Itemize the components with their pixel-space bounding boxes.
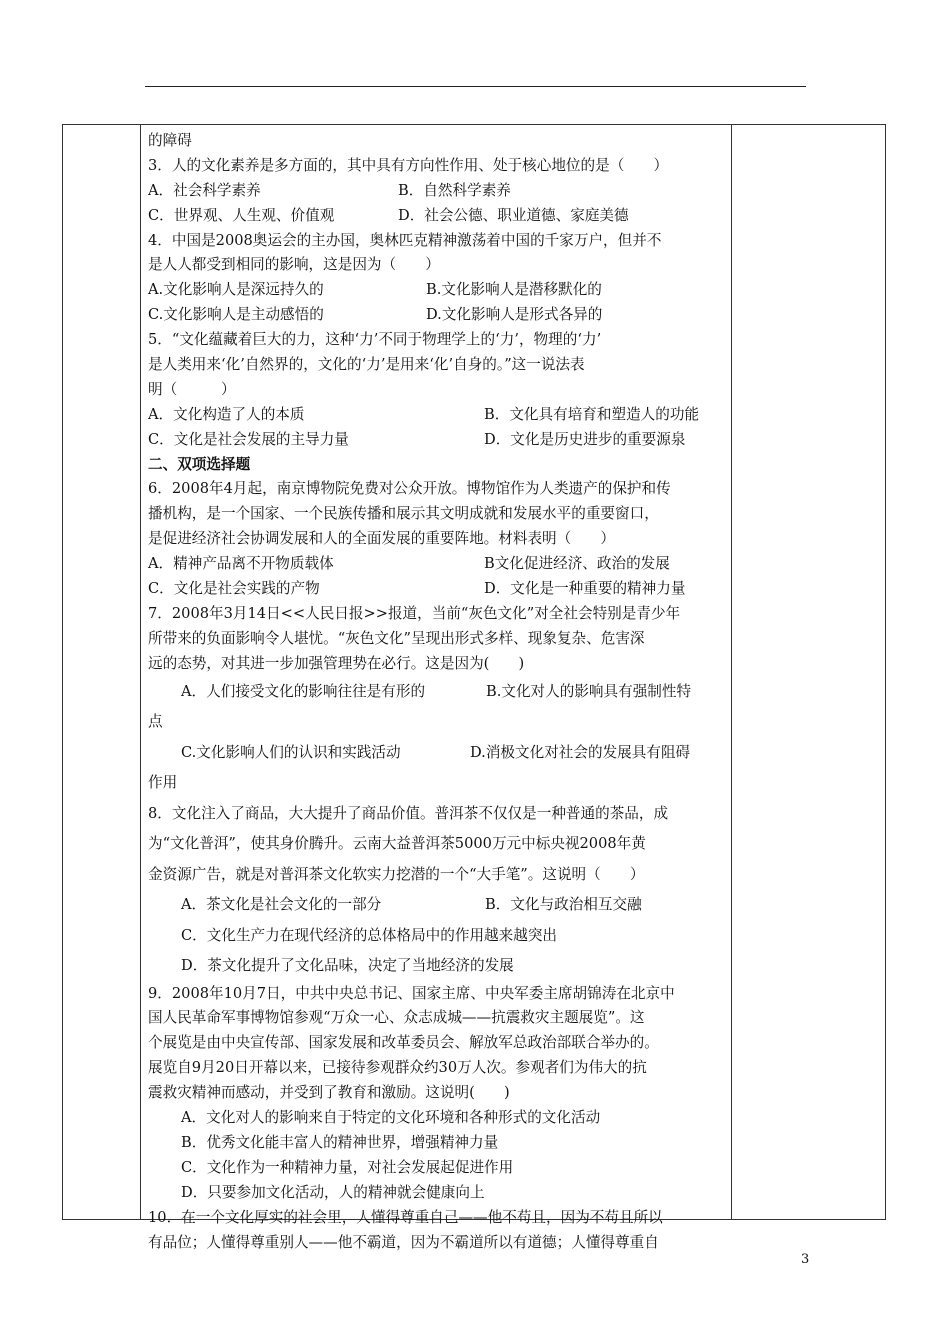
table-column-divider-left — [140, 125, 141, 1219]
option-b: B．文化与政治相互交融 — [485, 896, 642, 914]
section-heading: 二、双项选择题 — [148, 455, 251, 473]
option-b: B.文化影响人是潜移默化的 — [426, 281, 602, 299]
question-6-cont: 是促进经济社会协调发展和人的全面发展的重要阵地。材料表明（ ） — [148, 530, 616, 548]
question-5-cont: 明（ ） — [148, 380, 236, 398]
option-a: A．精神产品离不开物质载体 — [148, 555, 334, 573]
question-table — [62, 124, 886, 1251]
option-d: D．文化是历史进步的重要源泉 — [484, 430, 686, 448]
options-row — [148, 179, 738, 204]
options-row — [148, 552, 738, 577]
question-10: 10．在一个文化厚实的社会里，人懂得尊重自己——他不苟且，因为不苟且所以 — [148, 1208, 663, 1226]
option-b: B.文化对人的影响具有强制性特 — [486, 682, 692, 700]
option-d: D．茶文化提升了文化品味，决定了当地经济的发展 — [181, 957, 514, 975]
header-rule — [145, 86, 806, 87]
question-6-cont: 播机构，是一个国家、一个民族传播和展示其文明成就和发展水平的重要窗口， — [148, 505, 659, 523]
option-c: C．世界观、人生观、价值观 — [148, 206, 335, 224]
question-7-cont: 所带来的负面影响令人堪忧。“灰色文化”呈现出形式多样、现象复杂、危害深 — [148, 629, 645, 647]
option-a: A．人们接受文化的影响往往是有形的 — [181, 682, 426, 700]
option-d-cont: 作用 — [148, 774, 178, 792]
question-8-cont: 为“文化普洱”，使其身价腾升。云南大益普洱茶5000万元中标央视2008年黄 — [148, 835, 646, 853]
options-row — [148, 677, 738, 708]
question-6: 6．2008年4月起，南京博物院免费对公众开放。博物馆作为人类遗产的保护和传 — [148, 480, 671, 498]
option-c: C．文化是社会实践的产物 — [148, 580, 320, 598]
option-a: A．文化构造了人的本质 — [148, 405, 305, 423]
options-row — [148, 428, 738, 453]
option-a: A．茶文化是社会文化的一部分 — [181, 896, 382, 914]
question-9: 9．2008年10月7日，中共中央总书记、国家主席、中央军委主席胡锦涛在北京中 — [148, 984, 675, 1002]
question-7: 7．2008年3月14日<<人民日报>>报道，当前“灰色文化”对全社会特别是青少年 — [148, 604, 681, 622]
option-d: D．社会公德、职业道德、家庭美德 — [398, 206, 629, 224]
option-c: C．文化生产力在现代经济的总体格局中的作用越来越突出 — [181, 926, 558, 944]
question-content — [148, 129, 738, 1255]
question-5: 5．“文化蕴藏着巨大的力，这种‘力’不同于物理学上的‘力’，物理的‘力’ — [148, 331, 602, 349]
page-number: 3 — [801, 1252, 810, 1267]
question-4-cont: 是人人都受到相同的影响，这是因为（ ） — [148, 256, 440, 274]
option-d: D.消极文化对社会的发展具有阻碍 — [470, 743, 691, 761]
text-line: 的障碍 — [148, 132, 192, 149]
options-row — [148, 278, 738, 303]
option-c: C．文化作为一种精神力量，对社会发展起促进作用 — [181, 1158, 514, 1176]
options-row — [148, 577, 738, 602]
option-b: B．自然科学素养 — [398, 181, 511, 199]
question-9-cont: 个展览是由中央宣传部、国家发展和改革委员会、解放军总政治部联合举办的。 — [148, 1034, 659, 1052]
option-b: B．文化具有培育和塑造人的功能 — [484, 405, 700, 423]
option-b-cont: 点 — [148, 713, 163, 731]
question-9-cont: 展览自9月20日开幕以来，已接待参观群众约30万人次。参观者们为伟大的抗 — [148, 1059, 647, 1077]
question-9-cont: 震救灾精神而感动，并受到了教育和激励。这说明( ) — [148, 1084, 510, 1102]
question-5-cont: 是人类用来‘化’自然界的，文化的‘力’是用来‘化’自身的。”这一说法表 — [148, 356, 585, 374]
question-10-cont: 有品位；人懂得尊重别人——他不霸道，因为不霸道所以有道德；人懂得尊重自 — [148, 1233, 659, 1251]
option-a: A．社会科学素养 — [148, 181, 261, 199]
question-3: 3．人的文化素养是多方面的，其中具有方向性作用、处于核心地位的是（ ） — [148, 156, 669, 174]
options-row — [148, 403, 738, 428]
option-c: C.文化影响人们的认识和实践活动 — [181, 743, 401, 761]
question-8-cont: 金资源广告，就是对普洱茶文化软实力挖潜的一个“大手笔”。这说明（ ） — [148, 865, 645, 883]
option-b: B．优秀文化能丰富人的精神世界，增强精神力量 — [181, 1133, 499, 1151]
options-row — [148, 303, 738, 328]
options-row — [148, 204, 738, 229]
option-c: C．文化是社会发展的主导力量 — [148, 430, 349, 448]
options-row — [148, 738, 738, 769]
options-row — [148, 890, 738, 921]
option-d: D．只要参加文化活动，人的精神就会健康向上 — [181, 1183, 485, 1201]
question-8: 8．文化注入了商品，大大提升了商品价值。普洱茶不仅仅是一种普通的茶品，成 — [148, 804, 669, 822]
option-c: C.文化影响人是主动感悟的 — [148, 306, 324, 324]
question-7-cont: 远的态势，对其进一步加强管理势在必行。这是因为( ) — [148, 654, 525, 672]
question-4: 4．中国是2008奥运会的主办国，奥林匹克精神激荡着中国的千家万户，但并不 — [148, 231, 662, 249]
option-b: B文化促进经济、政治的发展 — [484, 555, 670, 573]
option-a: A.文化影响人是深远持久的 — [148, 281, 324, 299]
option-d: D.文化影响人是形式各异的 — [426, 306, 603, 324]
option-d: D．文化是一种重要的精神力量 — [484, 580, 686, 598]
question-9-cont: 国人民革命军事博物馆参观“万众一心、众志成城——抗震救灾主题展览”。这 — [148, 1009, 645, 1027]
option-a: A．文化对人的影响来自于特定的文化环境和各种形式的文化活动 — [181, 1109, 601, 1127]
